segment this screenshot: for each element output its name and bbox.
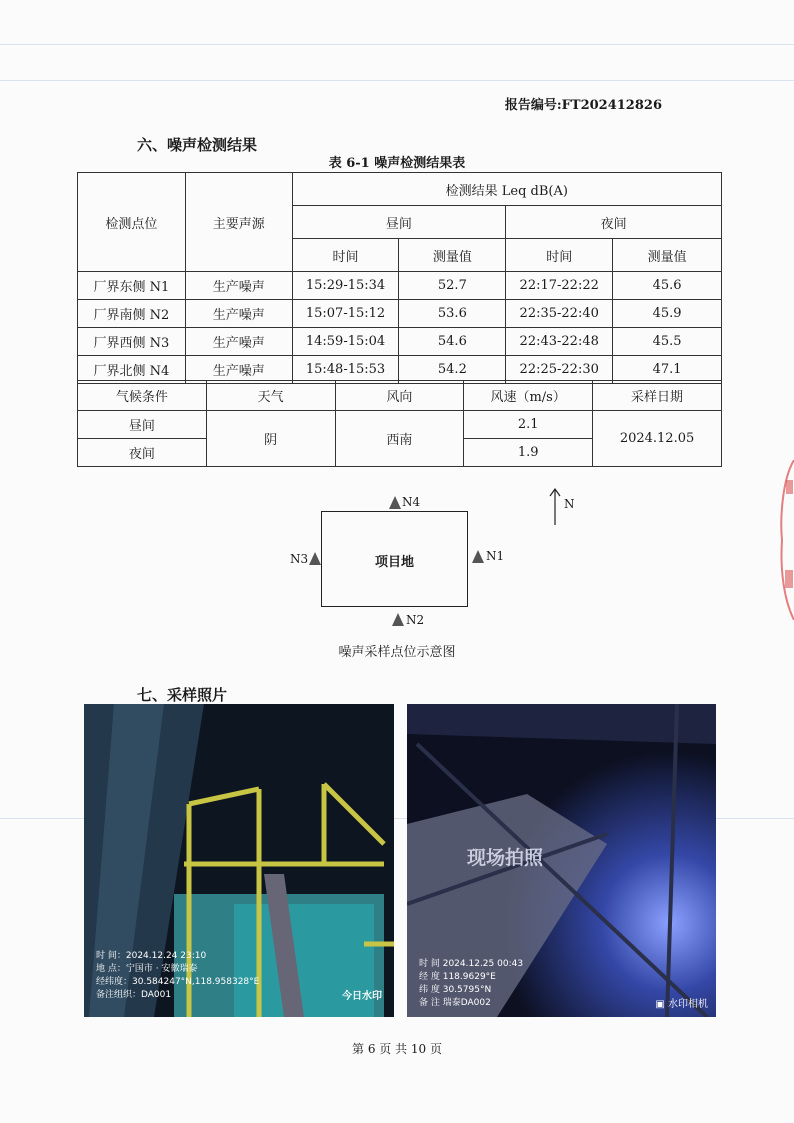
cell-night-value: 47.1 <box>613 356 722 384</box>
photo1-coords: 经纬度：30.584247°N,118.958328°E <box>96 977 260 987</box>
section-6-title: 六、噪声检测结果 <box>137 136 258 154</box>
section-7-title: 七、采样照片 <box>137 686 228 704</box>
n1-marker-icon <box>472 550 484 563</box>
header-result: 检测结果 Leq dB(A) <box>292 173 721 206</box>
photo1-brand: 今日水印 <box>342 991 382 1002</box>
cell-night-time: 22:25-22:30 <box>506 356 613 384</box>
cell-source: 生产噪声 <box>185 328 292 356</box>
north-arrow <box>548 487 562 531</box>
header-wind-dir: 风向 <box>335 381 464 411</box>
cell-day-time: 15:29-15:34 <box>292 272 399 300</box>
photo2-time: 时 间 2024.12.25 00:43 <box>419 959 524 969</box>
row-day-label: 昼间 <box>78 411 207 439</box>
photo1-location: 地 点：宁国市 · 安徽瑞泰 <box>96 964 198 974</box>
cell-night-time: 22:17-22:22 <box>506 272 613 300</box>
cell-night-value: 45.6 <box>613 272 722 300</box>
north-label: N <box>564 497 575 511</box>
cell-source: 生产噪声 <box>185 272 292 300</box>
cell-source: 生产噪声 <box>185 300 292 328</box>
sampling-photo-2 <box>407 704 716 1017</box>
night-speed-value: 1.9 <box>464 439 593 467</box>
photo2-remark: 备 注 瑞泰DA002 <box>419 998 491 1008</box>
header-date: 采样日期 <box>593 381 722 411</box>
weather-value: 阴 <box>206 411 335 467</box>
n3-marker-icon <box>309 552 321 565</box>
header-night-time: 时间 <box>506 239 613 272</box>
photo2-lat: 纬 度 30.5795°N <box>419 985 492 995</box>
table-row <box>78 328 722 356</box>
wind-dir-value: 西南 <box>335 411 464 467</box>
cell-day-value: 54.2 <box>399 356 506 384</box>
header-night-value: 测量值 <box>613 239 722 272</box>
cell-day-value: 52.7 <box>399 272 506 300</box>
photo2-lon: 经 度 118.9629°E <box>419 972 496 982</box>
date-value: 2024.12.05 <box>593 411 722 467</box>
n1-label: N1 <box>486 549 505 563</box>
table-row <box>78 272 722 300</box>
n4-marker-icon <box>389 496 401 509</box>
day-speed-value: 2.1 <box>464 411 593 439</box>
north-arrow-icon <box>548 487 562 527</box>
cell-night-value: 45.5 <box>613 328 722 356</box>
row-night-label: 夜间 <box>78 439 207 467</box>
seal-stamp-icon <box>778 460 794 620</box>
table-caption: 表 6-1 噪声检测结果表 <box>328 156 466 171</box>
header-day-time: 时间 <box>292 239 399 272</box>
header-condition: 气候条件 <box>78 381 207 411</box>
sampling-photo-1 <box>84 704 394 1017</box>
cell-night-time: 22:35-22:40 <box>506 300 613 328</box>
noise-results-table <box>77 172 722 384</box>
cell-point: 厂界东侧 N1 <box>78 272 186 300</box>
header-day: 昼间 <box>292 206 506 239</box>
cell-point: 厂界北侧 N4 <box>78 356 186 384</box>
photo1-time: 时 间：2024.12.24 23:10 <box>96 951 207 961</box>
cell-source: 生产噪声 <box>185 356 292 384</box>
header-day-value: 测量值 <box>399 239 506 272</box>
cell-point: 厂界西侧 N3 <box>78 328 186 356</box>
cell-point: 厂界南侧 N2 <box>78 300 186 328</box>
n3-label: N3 <box>290 552 309 566</box>
header-source: 主要声源 <box>185 173 292 272</box>
report-number: 报告编号:FT202412826 <box>504 98 662 113</box>
header-point: 检测点位 <box>78 173 186 272</box>
project-site-label: 项目地 <box>374 555 414 570</box>
cell-night-time: 22:43-22:48 <box>506 328 613 356</box>
n2-label: N2 <box>406 613 425 627</box>
cell-day-time: 15:48-15:53 <box>292 356 399 384</box>
photo1-remark: 备注组织：DA001 <box>96 990 172 1000</box>
header-weather: 天气 <box>206 381 335 411</box>
cell-day-value: 53.6 <box>399 300 506 328</box>
camera-icon: ▣ <box>655 999 665 1010</box>
cell-day-value: 54.6 <box>399 328 506 356</box>
photo2-brand: 水印相机 <box>668 999 708 1010</box>
climate-table <box>77 380 722 467</box>
header-wind-speed: 风速（m/s） <box>464 381 593 411</box>
photo2-watermark: 现场拍照 <box>467 847 544 869</box>
header-night: 夜间 <box>506 206 722 239</box>
table-row <box>78 300 722 328</box>
scan-line <box>0 44 794 45</box>
cell-night-value: 45.9 <box>613 300 722 328</box>
scan-line <box>0 80 794 81</box>
cell-day-time: 15:07-15:12 <box>292 300 399 328</box>
page-footer: 第 6 页 共 10 页 <box>352 1042 442 1056</box>
diagram-caption: 噪声采样点位示意图 <box>338 645 456 660</box>
n2-marker-icon <box>392 613 404 626</box>
cell-day-time: 14:59-15:04 <box>292 328 399 356</box>
n4-label: N4 <box>402 495 421 509</box>
